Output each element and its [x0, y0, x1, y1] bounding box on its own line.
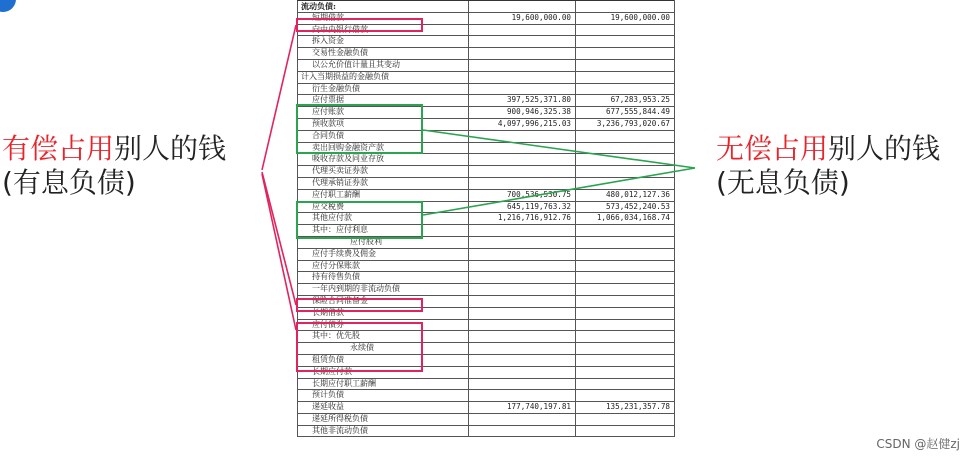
right-annotation	[716, 132, 940, 200]
row-value-prior: 1,066,034,168.74	[576, 213, 675, 225]
row-value-prior	[576, 272, 675, 284]
row-value-current	[469, 71, 576, 83]
left-annotation-line1	[2, 132, 226, 166]
row-value-current: 4,097,996,215.03	[469, 118, 576, 130]
row-label: 永续债	[298, 343, 469, 355]
row-value-current	[469, 24, 576, 36]
row-label: 其他非流动负债	[298, 425, 469, 437]
right-annotation-line1	[716, 132, 940, 166]
table-row	[298, 36, 675, 48]
row-label: 其中：应付利息	[298, 225, 469, 237]
row-value-prior: 480,012,127.36	[576, 189, 675, 201]
row-value-current	[469, 295, 576, 307]
row-value-current	[469, 272, 576, 284]
row-label: 递延收益	[298, 402, 469, 414]
row-value-current	[469, 130, 576, 142]
row-value-prior	[576, 71, 675, 83]
row-value-current	[469, 83, 576, 95]
row-value-prior	[576, 236, 675, 248]
row-value-current	[469, 166, 576, 178]
table-row	[298, 177, 675, 189]
row-value-prior	[576, 366, 675, 378]
row-label: 其中：优先股	[298, 331, 469, 343]
row-value-prior	[576, 284, 675, 296]
row-value-prior	[576, 331, 675, 343]
row-value-prior	[576, 260, 675, 272]
row-label: 租赁负债	[298, 354, 469, 366]
row-label: 以公允价值计量且其变动	[298, 59, 469, 71]
row-label: 卖出回购金融资产款	[298, 142, 469, 154]
row-value-current	[469, 366, 576, 378]
row-value-current	[469, 225, 576, 237]
row-label: 递延所得税负债	[298, 413, 469, 425]
table-row	[298, 48, 675, 60]
table-row	[298, 71, 675, 83]
row-label: 应付股利	[298, 236, 469, 248]
row-label: 长期应付职工薪酬	[298, 378, 469, 390]
row-value-current	[469, 284, 576, 296]
left-annotation	[2, 132, 226, 200]
row-label: 保险合同准备金	[298, 295, 469, 307]
left-rest: 别人的钱	[114, 132, 227, 165]
row-label: 一年内到期的非流动负债	[298, 284, 469, 296]
green-box-payables	[296, 104, 423, 154]
row-label: 应付账款	[298, 107, 469, 119]
row-value-prior	[576, 154, 675, 166]
green-box-payroll-taxes-other	[296, 201, 423, 239]
table-row	[298, 284, 675, 296]
row-value-current: 177,740,197.81	[469, 402, 576, 414]
red-box-current-portion-noncurrent	[296, 298, 423, 312]
row-value-prior: 573,452,240.53	[576, 201, 675, 213]
row-value-current	[469, 390, 576, 402]
red-box-short-term-loan	[296, 18, 423, 32]
row-value-current	[469, 142, 576, 154]
row-value-prior	[576, 83, 675, 95]
row-label: 交易性金融负债	[298, 48, 469, 60]
section-title: 流动负债:	[298, 1, 469, 13]
row-value-prior	[576, 319, 675, 331]
table-row	[298, 425, 675, 437]
row-value-current	[469, 260, 576, 272]
row-value-prior	[576, 378, 675, 390]
row-label: 吸收存款及同业存放	[298, 154, 469, 166]
row-label: 应交税费	[298, 201, 469, 213]
row-value-current: 700,536,530.75	[469, 189, 576, 201]
row-value-prior	[576, 130, 675, 142]
red-connector-bottom	[262, 174, 296, 330]
row-label: 应付分保账款	[298, 260, 469, 272]
watermark: CSDN @赵健zj	[876, 437, 960, 451]
row-value-prior	[576, 354, 675, 366]
table-row	[298, 189, 675, 201]
row-label: 代理买卖证券款	[298, 166, 469, 178]
row-label: 应付职工薪酬	[298, 189, 469, 201]
table-row	[298, 154, 675, 166]
row-value-current	[469, 154, 576, 166]
table-row	[298, 413, 675, 425]
row-value-prior	[576, 390, 675, 402]
row-value-current	[469, 36, 576, 48]
row-value-current	[469, 248, 576, 260]
red-connector-top	[262, 25, 296, 170]
row-value-current	[469, 307, 576, 319]
row-label: 应付手续费及佣金	[298, 248, 469, 260]
row-value-prior: 67,283,953.25	[576, 95, 675, 107]
row-value-current	[469, 59, 576, 71]
table-row	[298, 260, 675, 272]
row-label: 应付票据	[298, 95, 469, 107]
row-label: 预收款项	[298, 118, 469, 130]
row-value-current: 19,600,000.00	[469, 12, 576, 24]
table-row	[298, 272, 675, 284]
row-value-current	[469, 331, 576, 343]
row-label: 持有待售负债	[298, 272, 469, 284]
row-label: 衍生金融负债	[298, 83, 469, 95]
row-value-prior	[576, 295, 675, 307]
row-value-prior: 135,231,357.78	[576, 402, 675, 414]
row-value-prior	[576, 307, 675, 319]
row-value-prior: 677,555,844.49	[576, 107, 675, 119]
table-row	[298, 83, 675, 95]
table-row	[298, 166, 675, 178]
row-value-prior: 3,236,793,020.67	[576, 118, 675, 130]
row-value-prior	[576, 413, 675, 425]
row-value-prior	[576, 142, 675, 154]
row-value-prior	[576, 425, 675, 437]
table-row	[298, 402, 675, 414]
right-annotation-line2: (无息负债)	[716, 166, 850, 199]
row-value-current: 900,946,325.38	[469, 107, 576, 119]
row-value-prior	[576, 48, 675, 60]
table-row	[298, 390, 675, 402]
section-header-row	[298, 1, 675, 13]
row-label: 向中央银行借款	[298, 24, 469, 36]
left-annotation-line2: (有息负债)	[2, 166, 136, 199]
row-label: 长期应付款	[298, 366, 469, 378]
row-value-prior	[576, 225, 675, 237]
row-value-prior	[576, 59, 675, 71]
row-value-prior	[576, 24, 675, 36]
row-value-current	[469, 343, 576, 355]
table-row	[298, 248, 675, 260]
red-box-long-term-debt	[296, 322, 423, 372]
row-label: 应付债券	[298, 319, 469, 331]
row-label: 预计负债	[298, 390, 469, 402]
right-rest: 别人的钱	[828, 132, 941, 165]
row-value-prior	[576, 166, 675, 178]
row-value-prior	[576, 36, 675, 48]
row-value-current	[469, 413, 576, 425]
row-label: 其他应付款	[298, 213, 469, 225]
row-value-current	[469, 354, 576, 366]
table-row	[298, 378, 675, 390]
row-label: 合同负债	[298, 130, 469, 142]
row-label: 拆入资金	[298, 36, 469, 48]
row-value-current	[469, 319, 576, 331]
row-value-current: 1,216,716,912.76	[469, 213, 576, 225]
row-value-prior: 19,600,000.00	[576, 12, 675, 24]
row-label: 计入当期损益的金融负债	[298, 71, 469, 83]
red-connector-mid	[262, 172, 296, 305]
row-value-prior	[576, 248, 675, 260]
table-row	[298, 59, 675, 71]
row-value-current	[469, 425, 576, 437]
row-value-current	[469, 236, 576, 248]
table-top-rule	[297, 0, 674, 1]
row-value-current	[469, 378, 576, 390]
row-value-current: 645,119,763.32	[469, 201, 576, 213]
row-label: 短期借款	[298, 12, 469, 24]
left-highlight: 有偿占用	[2, 132, 115, 165]
row-label: 长期借款	[298, 307, 469, 319]
row-value-prior	[576, 343, 675, 355]
right-highlight: 无偿占用	[716, 132, 829, 165]
row-value-current: 397,525,371.80	[469, 95, 576, 107]
row-value-current	[469, 48, 576, 60]
blue-circle-icon	[0, 0, 16, 12]
row-value-current	[469, 177, 576, 189]
row-value-prior	[576, 177, 675, 189]
row-label: 代理承销证券款	[298, 177, 469, 189]
